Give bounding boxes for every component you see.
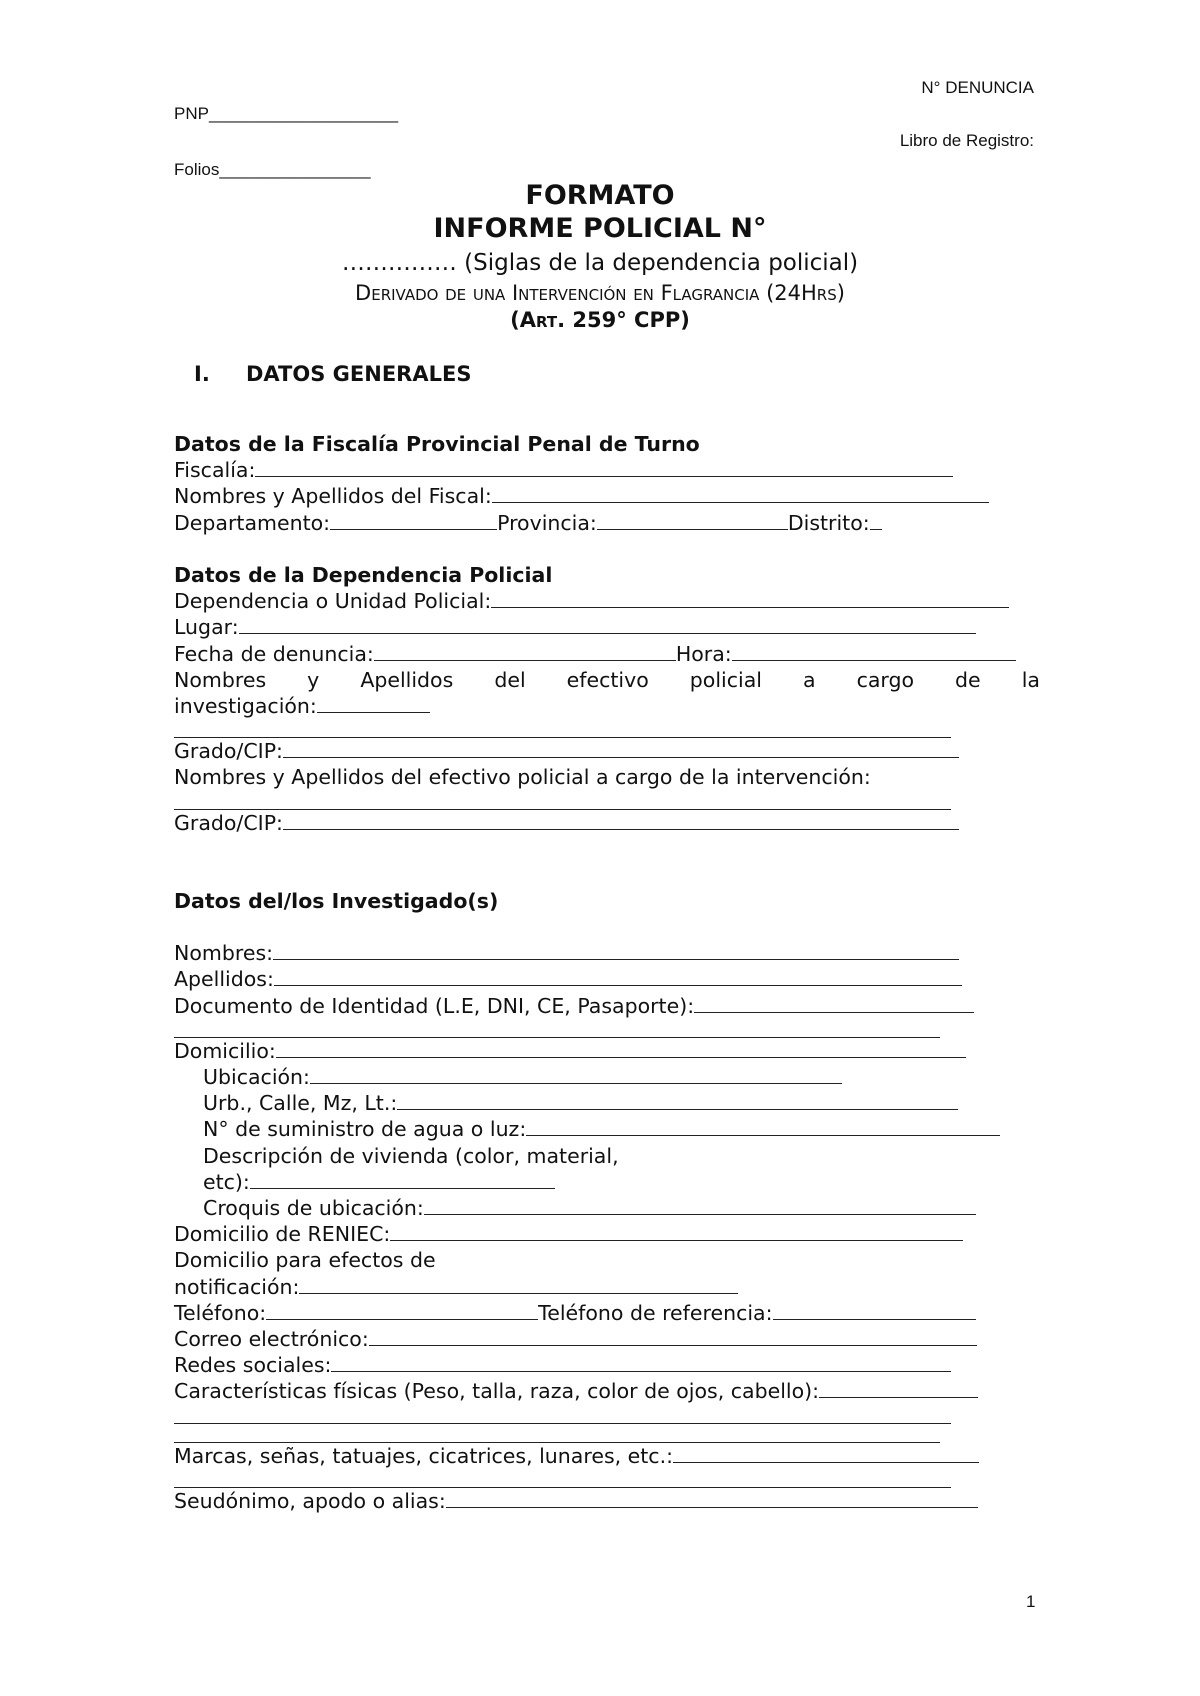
lugar-field[interactable] (239, 615, 976, 634)
grado2-label: Grado/CIP: (174, 810, 283, 835)
notificacion-row-1 (174, 1247, 1040, 1273)
documento-field[interactable] (694, 994, 974, 1013)
caracteristicas-label: Características físicas (Peso, talla, raza, color de ojos, cabello): (174, 1379, 820, 1404)
fiscalia-heading: Datos de la Fiscalía Provincial Penal de Turno (174, 432, 700, 456)
hora-field[interactable] (732, 642, 1016, 661)
libro-registro-label: Libro de Registro: (899, 131, 1034, 150)
hora-label: Hora: (675, 641, 732, 666)
fiscalia-row (174, 457, 1040, 483)
document-title-informe: INFORME POLICIAL N° (433, 213, 767, 244)
efectivo-word: a (802, 667, 816, 692)
documento-continuation-row (174, 1019, 1040, 1038)
ubicacion-fiscalia-row (174, 510, 1040, 536)
descripcion-label: Descripción de vivienda (color, material, (203, 1143, 619, 1168)
domicilio-row (174, 1038, 1040, 1064)
reniec-row (174, 1221, 1040, 1247)
urb-row (174, 1090, 1040, 1116)
departamento-label: Departamento: (174, 510, 331, 535)
notificacion-field[interactable] (299, 1275, 738, 1294)
croquis-row (174, 1195, 1040, 1221)
intervencion-field[interactable] (174, 791, 951, 810)
marcas-row (174, 1443, 1040, 1469)
caracteristicas-continuation-row-2 (174, 1424, 1040, 1443)
notificacion-row-2 (174, 1274, 1040, 1300)
seudonimo-label: Seudónimo, apodo o alias: (174, 1488, 446, 1513)
efectivo-word: Apellidos (360, 667, 454, 692)
caracteristicas-continuation-field[interactable] (174, 1405, 951, 1424)
investigados-heading: Datos del/los Investigado(s) (174, 888, 499, 913)
marcas-continuation-row (174, 1469, 1040, 1488)
correo-label: Correo electrónico: (174, 1327, 369, 1352)
fecha-hora-row (174, 641, 1040, 667)
intervencion-row (174, 764, 1040, 790)
efectivo-word: Nombres (174, 667, 267, 692)
notificacion-label-2: notificación: (174, 1274, 300, 1299)
apellidos-field[interactable] (274, 967, 962, 986)
document-title-formato: FORMATO (525, 180, 675, 211)
telefono-field[interactable] (266, 1301, 538, 1320)
document-subtitle-articulo: (Art. 259° CPP) (510, 308, 690, 332)
seudonimo-field[interactable] (446, 1489, 978, 1508)
page-number: 1 (1026, 1592, 1036, 1611)
grado2-row (174, 810, 1040, 836)
caracteristicas-continuation-row-1 (174, 1405, 1040, 1424)
departamento-field[interactable] (330, 511, 497, 530)
correo-row (174, 1326, 1040, 1352)
section-heading (194, 362, 471, 386)
telefono-referencia-field[interactable] (773, 1301, 976, 1320)
pnp-line: PNP____________________ (174, 104, 399, 123)
nombres-field[interactable] (273, 941, 959, 960)
croquis-label: Croquis de ubicación: (203, 1196, 424, 1221)
section-label: DATOS GENERALES (246, 362, 472, 386)
document-subtitle-siglas: …………… (Siglas de la dependencia policial) (341, 250, 859, 276)
efectivo-word: la (1021, 667, 1040, 692)
suministro-label: N° de suministro de agua o luz: (203, 1117, 527, 1142)
documento-label: Documento de Identidad (L.E, DNI, CE, Pasaporte): (174, 993, 695, 1018)
etc-row (174, 1169, 1040, 1195)
distrito-field[interactable] (870, 511, 882, 530)
form-body (174, 431, 1040, 1514)
grado2-field[interactable] (283, 811, 959, 830)
distrito-label: Distrito: (787, 510, 870, 535)
caracteristicas-row (174, 1378, 1040, 1404)
ubicacion-field[interactable] (310, 1065, 842, 1084)
caracteristicas-field[interactable] (819, 1379, 978, 1398)
dependencia-heading: Datos de la Dependencia Policial (174, 563, 553, 587)
marcas-field[interactable] (673, 1444, 979, 1463)
seudonimo-row (174, 1488, 1040, 1514)
croquis-field[interactable] (424, 1196, 976, 1215)
reniec-label: Domicilio de RENIEC: (174, 1222, 391, 1247)
investigacion-continuation-row (174, 719, 1040, 738)
unidad-row (174, 588, 1040, 614)
caracteristicas-continuation-field[interactable] (174, 1424, 940, 1443)
grado1-field[interactable] (283, 739, 959, 758)
telefono-label: Teléfono: (174, 1300, 267, 1325)
investigacion-row (174, 693, 1040, 719)
fecha-label: Fecha de denuncia: (174, 641, 374, 666)
lugar-row (174, 614, 1040, 640)
fiscal-field[interactable] (492, 484, 989, 503)
n-denuncia-label: N° DENUNCIA (921, 78, 1034, 97)
redes-field[interactable] (331, 1353, 951, 1372)
notificacion-label-1: Domicilio para efectos de (174, 1248, 436, 1273)
fecha-field[interactable] (374, 642, 676, 661)
apellidos-row (174, 966, 1040, 992)
domicilio-label: Domicilio: (174, 1038, 276, 1063)
fiscalia-label: Fiscalía: (174, 458, 256, 483)
grado1-label: Grado/CIP: (174, 739, 283, 764)
urb-field[interactable] (397, 1091, 958, 1110)
grado1-row (174, 738, 1040, 764)
urb-label: Urb., Calle, Mz, Lt.: (203, 1091, 398, 1116)
efectivo-word: cargo (856, 667, 915, 692)
redes-label: Redes sociales: (174, 1353, 332, 1378)
suministro-row (174, 1116, 1040, 1142)
suministro-field[interactable] (526, 1117, 1000, 1136)
fiscal-row (174, 483, 1040, 509)
investigacion-field[interactable] (317, 694, 430, 713)
descripcion-row (174, 1143, 1040, 1169)
apellidos-label: Apellidos: (174, 967, 274, 992)
marcas-continuation-field[interactable] (174, 1469, 951, 1488)
nombres-row (174, 940, 1040, 966)
provincia-label: Provincia: (497, 510, 597, 535)
reniec-field[interactable] (390, 1222, 963, 1241)
section-number: I. (194, 362, 210, 386)
folios-line: Folios________________ (174, 160, 371, 179)
unidad-label: Dependencia o Unidad Policial: (174, 589, 492, 614)
document-subtitle-derivado: Derivado de una Intervención en Flagrancia (24Hrs) (355, 281, 845, 305)
intervencion-continuation-row (174, 791, 1040, 810)
ubicacion-label: Ubicación: (203, 1065, 310, 1090)
efectivo-word: y (307, 667, 320, 692)
domicilio-field[interactable] (276, 1039, 966, 1058)
redes-row (174, 1352, 1040, 1378)
efectivo-word: efectivo (566, 667, 649, 692)
intervencion-label: Nombres y Apellidos del efectivo policial a cargo de la intervención: (174, 765, 871, 790)
correo-field[interactable] (369, 1327, 977, 1346)
telefono-row (174, 1300, 1040, 1326)
descripcion-field[interactable] (250, 1170, 555, 1189)
documento-continuation-field[interactable] (174, 1019, 940, 1038)
unidad-field[interactable] (491, 589, 1009, 608)
telefono-referencia-label: Teléfono de referencia: (538, 1300, 773, 1325)
marcas-label: Marcas, señas, tatuajes, cicatrices, lunares, etc.: (174, 1443, 673, 1468)
fiscalia-field[interactable] (255, 458, 953, 477)
efectivo-investigacion-line (174, 667, 1040, 693)
efectivo-word: policial (689, 667, 762, 692)
fiscal-label: Nombres y Apellidos del Fiscal: (174, 484, 492, 509)
nombres-label: Nombres: (174, 941, 274, 966)
provincia-field[interactable] (597, 511, 788, 530)
investigacion-label: investigación: (174, 694, 317, 719)
documento-row (174, 993, 1040, 1019)
lugar-label: Lugar: (174, 615, 239, 640)
ubicacion-row (174, 1064, 1040, 1090)
investigacion-continuation-field[interactable] (174, 719, 951, 738)
efectivo-word: de (955, 667, 981, 692)
efectivo-word: del (494, 667, 526, 692)
etc-label: etc): (203, 1169, 250, 1194)
